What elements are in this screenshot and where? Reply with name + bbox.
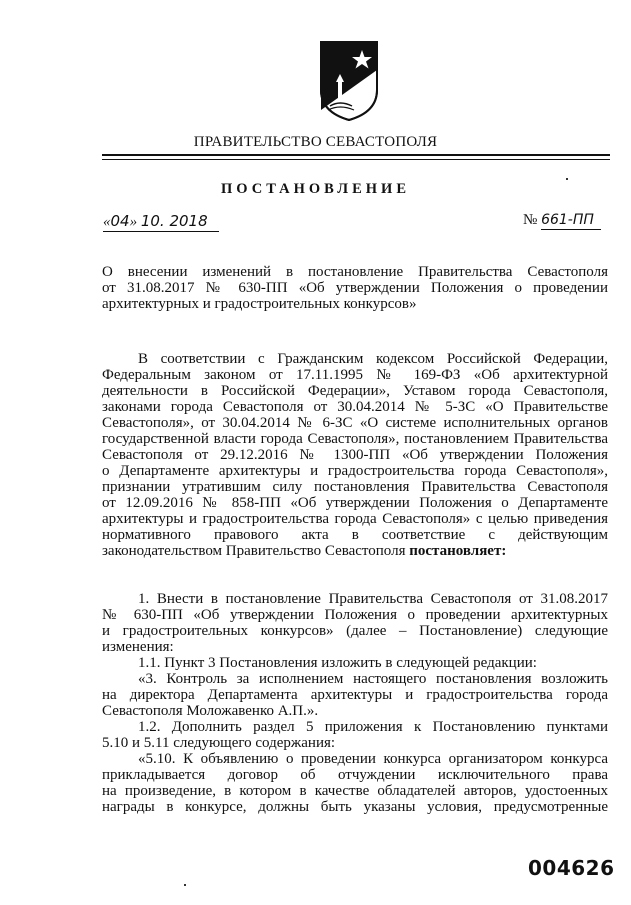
body-line: на произведение, в котором в качестве обладателей авторов, удостоенных [102,783,608,799]
coat-of-arms-icon [318,40,380,122]
body-line: 1. Внести в постановление Правительства Севастополя от 31.08.2017 [138,591,608,607]
scan-speck [184,884,186,886]
document-number [523,212,601,230]
preamble-line: от 12.09.2016 № 858-ПП «Об утверждении Положения о Департаменте [102,495,608,511]
preamble-block [102,351,608,559]
body-line: 5.10 и 5.11 следующего содержания: [102,735,336,751]
body-line: 1.1. Пункт 3 Постановления изложить в следующей редакции: [138,655,537,671]
body-line: и градостроительных конкурсов» (далее – Постановление) следующие [102,623,608,639]
scan-speck [566,178,568,180]
body-line: № 630-ПП «Об утверждении Положения о проведении архитектурных [102,607,608,623]
body-line: прикладывается договор об отчуждении исключительного права [102,767,608,783]
preamble-line: архитектуры и градостроительства города Севастополя» с целью приведения [102,511,608,527]
subject-line: архитектурных и градостроительных конкурсов» [102,296,417,312]
preamble-line: Севастополя», от 30.04.2014 № 6-ЗС «О системе исполнительных органов [102,415,608,431]
header-rule-thin [102,159,610,160]
subject-line: О внесении изменений в постановление Правительства Севастополя [102,264,608,280]
preamble-line: деятельности в Российской Федерации», Уставом города Севастополя, [102,383,608,399]
number-sign: № [523,212,542,228]
preamble-line: Федеральным законом от 17.11.1995 № 169-ФЗ «Об архитектурной [102,367,608,383]
document-type: ПОСТАНОВЛЕНИЕ [220,181,410,197]
number-value: 661-ПП [541,212,594,228]
date-day: 04 [110,212,130,230]
body-line: Севастополя Моложавенко А.П.». [102,703,319,719]
preamble-line: законами города Севастополя от 30.04.2014 № 5-ЗС «О Правительстве [102,399,608,415]
document-date [103,212,219,232]
date-close-quote: » [129,214,141,230]
body-line: изменения: [102,639,174,655]
serial-number: 004626 [528,856,615,880]
preamble-line: Севастополя от 29.12.2016 № 1300-ПП «Об утверждении Положения [102,447,608,463]
preamble-line: о Департаменте архитектуры и градостроительства города Севастополя», [102,463,608,479]
body-line: на директора Департамента архитектуры и градостроительства города [102,687,608,703]
preamble-last-line [102,543,608,559]
subject-block [102,264,608,312]
date-month-year: 10. 2018 [140,212,208,230]
preamble-line: В соответствии с Гражданским кодексом Российской Федерации, [138,351,608,367]
subject-line: от 31.08.2017 № 630-ПП «Об утверждении Положения о проведении [102,280,608,296]
government-title: ПРАВИТЕЛЬСТВО СЕВАСТОПОЛЯ [193,134,438,150]
preamble-line: признании утратившим силу постановления Правительства Севастополя [102,479,608,495]
preamble-line: государственной власти города Севастополя», постановлением Правительства [102,431,608,447]
body-line: награды в конкурсе, должны быть указаны условия, предусмотренные [102,799,608,815]
date-open-quote: « [103,214,111,230]
operative-part [102,591,608,815]
body-line: 1.2. Дополнить раздел 5 приложения к Постановлению пунктами [138,719,608,735]
preamble-line: нормативного правового акта в соответствие с действующим [102,527,608,543]
body-line: «3. Контроль за исполнением настоящего постановления возложить [138,671,608,687]
decree-word: постановляет: [409,543,507,559]
preamble-line-text: законодательством Правительство Севастополя [102,543,410,559]
body-line: «5.10. К объявлению о проведении конкурса организатором конкурса [138,751,608,767]
header-rule-thick [102,154,610,156]
